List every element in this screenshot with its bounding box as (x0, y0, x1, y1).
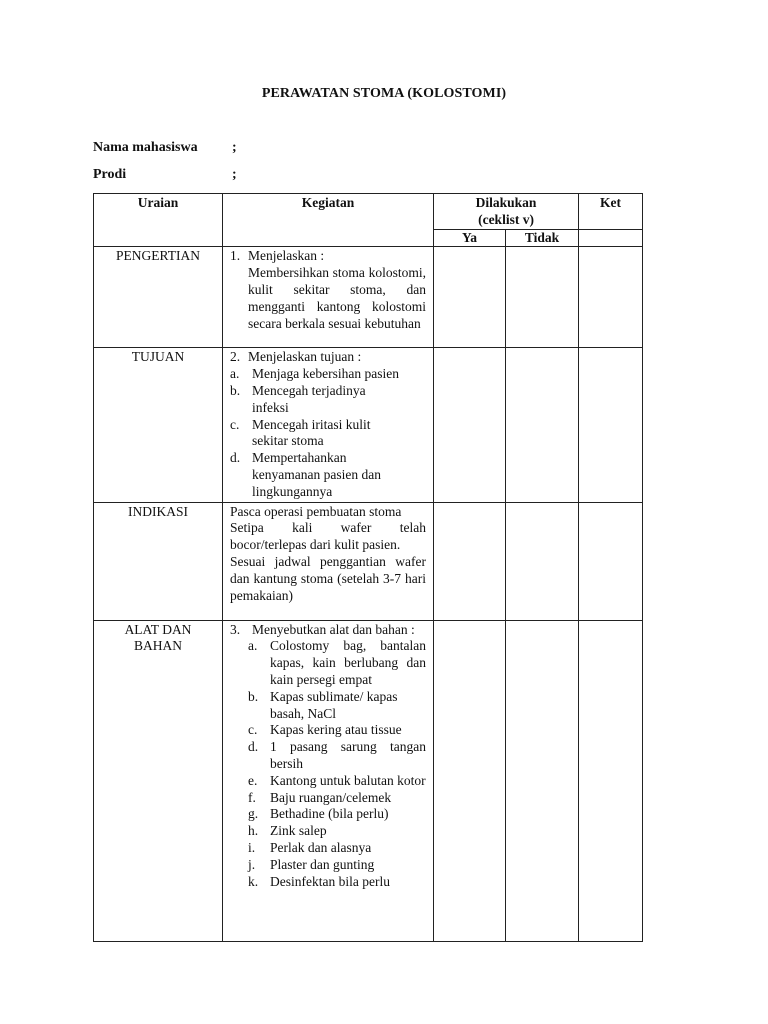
header-dilakukan (434, 194, 579, 230)
item-marker: g. (248, 806, 259, 822)
item-text: Baju ruangan/celemek (270, 789, 392, 805)
item-text: Mempertahankan kenyamanan pasien dan lingkungannya (252, 450, 381, 499)
header-kegiatan: Kegiatan (223, 194, 434, 247)
item-text: Perlak dan alasnya (270, 839, 372, 855)
field-prodi (93, 167, 237, 183)
list-item (230, 417, 426, 451)
item-marker: d. (230, 450, 241, 466)
table-row (94, 247, 643, 348)
field-separator: ; (232, 140, 237, 155)
indikasi-line: Sesuai jadwal penggantian wafer dan kantung stoma (setelah 3-7 hari pemakaian) (230, 553, 426, 603)
cell-ket[interactable] (579, 502, 643, 620)
list-item (230, 383, 426, 417)
check-ya[interactable] (434, 620, 506, 941)
check-ya[interactable] (434, 348, 506, 502)
item-text: Bethadine (bila perlu) (270, 806, 389, 822)
item-lead: Menyebutkan alat dan bahan : (252, 621, 415, 637)
indikasi-line: Pasca operasi pembuatan stoma (230, 503, 402, 519)
item-marker: a. (230, 366, 240, 382)
list-item (230, 622, 426, 639)
item-text: Menjaga kebersihan pasien (252, 366, 399, 382)
list-item (248, 840, 426, 857)
list-item (248, 857, 426, 874)
item-text: Kantong untuk balutan kotor (270, 772, 426, 788)
cell-ket[interactable] (579, 247, 643, 348)
list-item (230, 450, 426, 500)
cell-ket[interactable] (579, 620, 643, 941)
uraian-line: ALAT DAN (124, 621, 192, 637)
check-tidak[interactable] (506, 247, 579, 348)
item-text: Colostomy bag, bantalan kapas, kain berlubang dan kain persegi empat (270, 638, 426, 687)
table-header-row (94, 194, 643, 230)
item-number: 3. (230, 621, 241, 637)
item-marker: i. (248, 839, 256, 855)
uraian-line: BAHAN (133, 638, 182, 654)
field-nama-mahasiswa (93, 140, 237, 156)
item-marker: a. (248, 638, 258, 654)
list-item (248, 874, 426, 891)
item-text: 1 pasang sarung tangan bersih (270, 739, 426, 771)
item-marker: k. (248, 873, 259, 889)
indikasi-line: Setipa kali wafer telah bocor/terlepas dari kulit pasien. (230, 520, 426, 553)
table-row (94, 620, 643, 941)
check-ya[interactable] (434, 502, 506, 620)
list-item (230, 349, 426, 366)
header-uraian: Uraian (94, 194, 223, 247)
cell-kegiatan (223, 348, 434, 502)
cell-uraian: TUJUAN (94, 348, 223, 502)
alat-list (230, 638, 426, 890)
item-marker: b. (230, 382, 241, 398)
checklist-table (93, 193, 643, 942)
page-title: PERAWATAN STOMA (KOLOSTOMI) (261, 86, 507, 101)
item-number: 2. (230, 349, 241, 365)
list-item (230, 366, 426, 383)
field-separator: ; (232, 167, 237, 182)
item-text: Plaster dan gunting (270, 856, 375, 872)
list-item (248, 806, 426, 823)
field-label: Prodi (93, 167, 127, 182)
header-ket-blank (579, 229, 643, 247)
item-text: Mencegah terjadinya infeksi (252, 382, 366, 415)
check-tidak[interactable] (506, 502, 579, 620)
item-marker: c. (230, 416, 240, 432)
item-text: Desinfektan bila perlu (270, 873, 390, 889)
cell-ket[interactable] (579, 348, 643, 502)
list-item (248, 823, 426, 840)
cell-kegiatan (223, 620, 434, 941)
table-row (94, 348, 643, 502)
header-tidak: Tidak (506, 229, 579, 247)
cell-uraian: INDIKASI (94, 502, 223, 620)
item-text: Kapas kering atau tissue (270, 722, 402, 738)
item-text: Membersihkan stoma kolostomi, kulit sekitar stoma, dan mengganti kantong kolostomi secara berkala sesuai kebutuhan (248, 265, 426, 331)
item-text: Zink salep (270, 823, 327, 839)
list-item (248, 739, 426, 773)
header-ya: Ya (434, 229, 506, 247)
item-marker: d. (248, 739, 259, 755)
check-tidak[interactable] (506, 348, 579, 502)
item-marker: c. (248, 722, 258, 738)
header-dilakukan-sub: (ceklist v) (478, 211, 534, 227)
field-label: Nama mahasiswa (93, 140, 198, 155)
cell-uraian: PENGERTIAN (94, 247, 223, 348)
item-lead: Menjelaskan : (248, 248, 325, 264)
table-row (94, 502, 643, 620)
item-marker: e. (248, 772, 258, 788)
check-ya[interactable] (434, 247, 506, 348)
item-number: 1. (230, 248, 241, 264)
item-text: Mencegah iritasi kulit sekitar stoma (252, 416, 371, 449)
list-item (248, 689, 426, 723)
item-text: Kapas sublimate/ kapas basah, NaCl (270, 688, 398, 721)
list-item (248, 638, 426, 688)
check-tidak[interactable] (506, 620, 579, 941)
item-lead: Menjelaskan tujuan : (248, 349, 362, 365)
cell-kegiatan (223, 247, 434, 348)
item-marker: b. (248, 688, 259, 704)
list-item (248, 722, 426, 739)
list-item (230, 248, 426, 332)
cell-kegiatan (223, 502, 434, 620)
list-item (248, 790, 426, 807)
list-item (248, 773, 426, 790)
item-marker: f. (248, 789, 256, 805)
item-marker: h. (248, 823, 259, 839)
cell-uraian (94, 620, 223, 941)
item-marker: j. (248, 856, 256, 872)
header-dilakukan-label: Dilakukan (475, 195, 537, 210)
header-ket: Ket (579, 194, 643, 230)
